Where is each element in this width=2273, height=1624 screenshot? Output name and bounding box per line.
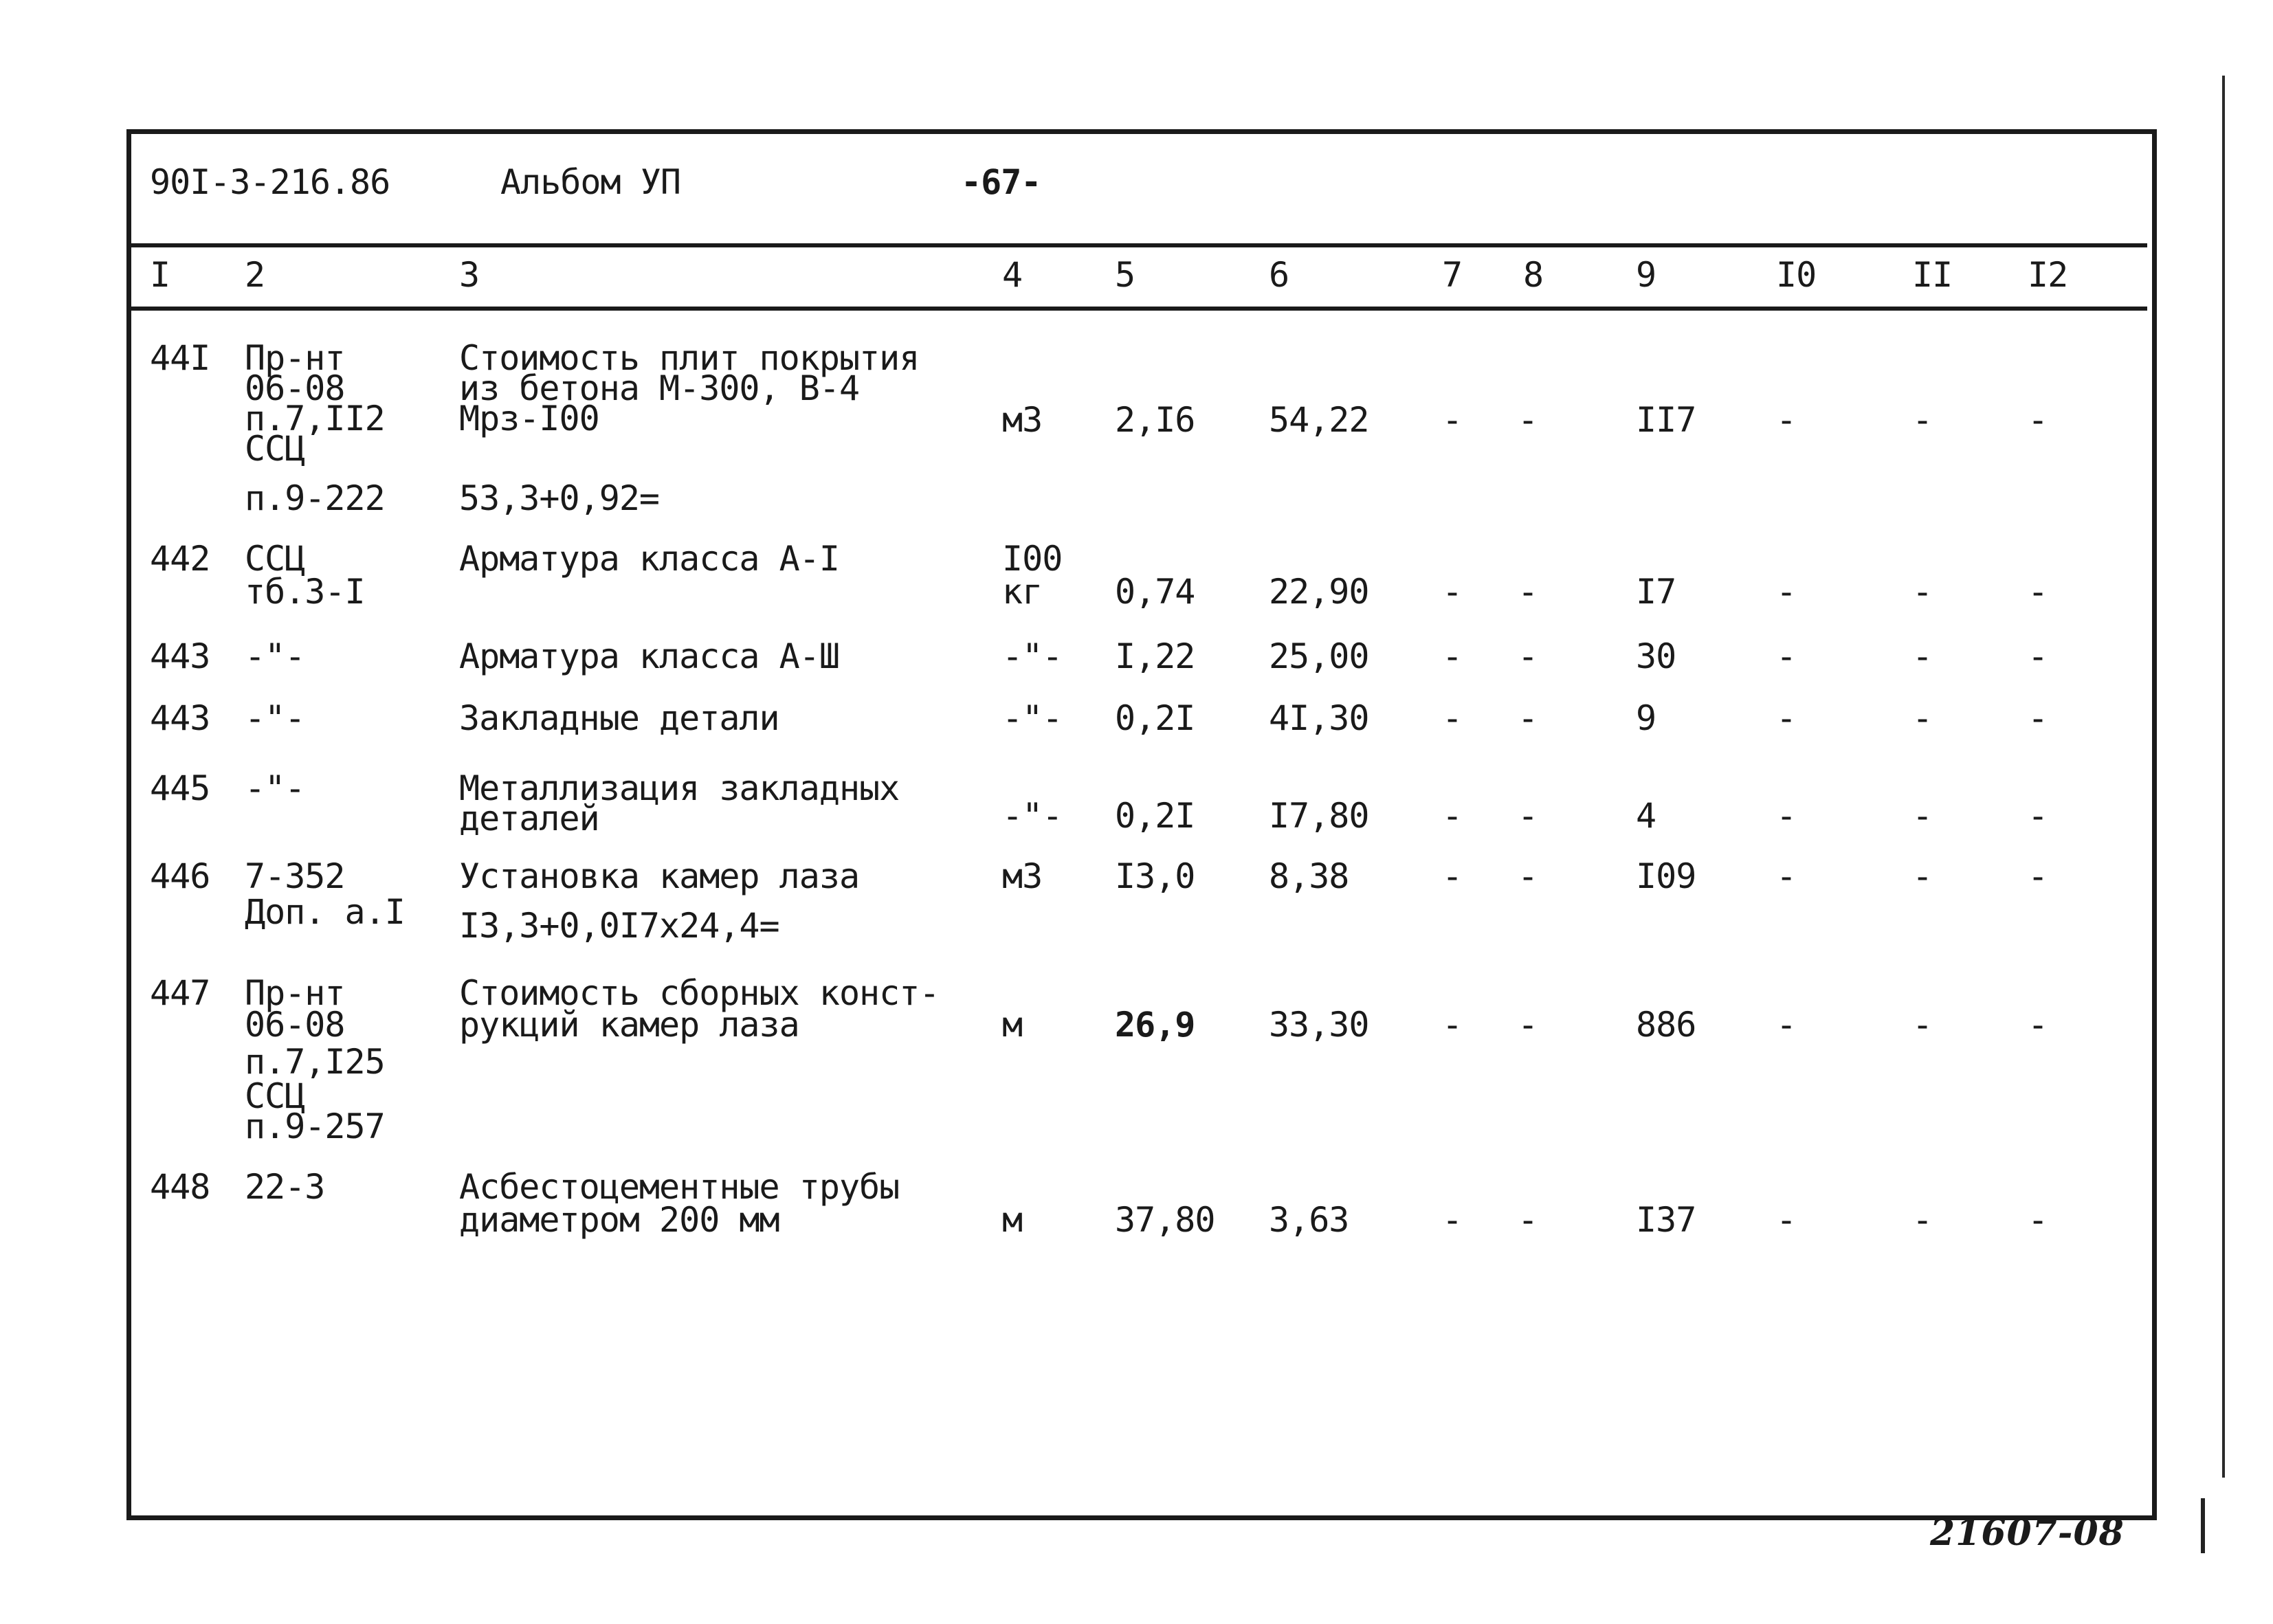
col-header-3: 3	[459, 255, 480, 295]
row-unit: -"-	[1002, 636, 1063, 676]
row-ref-line: ССЦ	[245, 429, 305, 469]
row-desc-line: из бетона М-300, В-4	[459, 368, 860, 408]
col-header-11: II	[1912, 255, 1953, 295]
row-col7: -	[1442, 698, 1463, 738]
row-col12: -	[2028, 400, 2048, 440]
page-number: -67-	[961, 162, 1041, 202]
row-unit: -"-	[1002, 796, 1063, 836]
col-header-1: I	[150, 255, 170, 295]
row-number: 443	[150, 698, 210, 738]
row-desc-line: Стоимость плит покрытия	[459, 338, 920, 378]
row-ref-line: -"-	[245, 768, 305, 808]
row-col10: -	[1776, 1005, 1797, 1045]
row-qty: 0,74	[1115, 572, 1195, 612]
row-desc-line: Установка камер лаза	[459, 856, 860, 896]
row-col8: -	[1518, 1005, 1538, 1045]
row-ref-line: п.7,I25	[245, 1042, 385, 1082]
row-qty: I3,0	[1115, 856, 1195, 896]
row-col10: -	[1776, 1200, 1797, 1240]
row-ref-line: ССЦ	[245, 539, 305, 579]
album-label: Альбом УП	[500, 162, 680, 202]
row-col11: -	[1912, 400, 1933, 440]
row-unit: м3	[1002, 400, 1043, 440]
row-col11: -	[1912, 1005, 1933, 1045]
row-col8: -	[1518, 856, 1538, 896]
row-ref-line: ССЦ	[245, 1076, 305, 1116]
row-desc-line: Мрз-I00	[459, 399, 599, 438]
row-col7: -	[1442, 796, 1463, 836]
doc-code: 90I-3-216.86	[150, 162, 390, 202]
row-col8: -	[1518, 636, 1538, 676]
row-desc-line: Арматура класса А-Ш	[459, 636, 839, 676]
header-rule-bottom	[126, 307, 2147, 311]
row-number: 44I	[150, 338, 210, 378]
col-header-10: I0	[1776, 255, 1817, 295]
col-header-8: 8	[1523, 255, 1544, 295]
row-col12: -	[2028, 1200, 2048, 1240]
row-desc-line: рукций камер лаза	[459, 1005, 799, 1045]
row-col8: -	[1518, 796, 1538, 836]
row-number: 445	[150, 768, 210, 808]
row-col7: -	[1442, 1005, 1463, 1045]
row-col11: -	[1912, 698, 1933, 738]
row-ref-line: п.9-222	[245, 478, 385, 518]
row-ref-line: п.7,II2	[245, 399, 385, 438]
row-ref-line: Доп. а.I	[245, 892, 405, 932]
row-number: 446	[150, 856, 210, 896]
row-col11: -	[1912, 1200, 1933, 1240]
row-number: 447	[150, 973, 210, 1013]
row-ref-line: тб.3-I	[245, 572, 365, 612]
row-col10: -	[1776, 698, 1797, 738]
row-ref-line: 06-08	[245, 368, 345, 408]
row-ref-line: -"-	[245, 698, 305, 738]
row-desc-line: I3,3+0,0I7x24,4=	[459, 906, 779, 946]
row-ref-line: Пр-нт	[245, 338, 345, 378]
row-col10: -	[1776, 400, 1797, 440]
row-qty: 37,80	[1115, 1200, 1215, 1240]
col-header-5: 5	[1115, 255, 1135, 295]
row-col9: 9	[1636, 698, 1656, 738]
row-unit: -"-	[1002, 698, 1063, 738]
row-col12: -	[2028, 796, 2048, 836]
col-header-7: 7	[1442, 255, 1463, 295]
col-header-2: 2	[245, 255, 265, 295]
row-col11: -	[1912, 572, 1933, 612]
archive-stamp: 21607-08	[1930, 1512, 2125, 1554]
row-col12: -	[2028, 856, 2048, 896]
row-desc-line: Закладные детали	[459, 698, 779, 738]
row-desc-line: Асбестоцементные трубы	[459, 1167, 900, 1207]
row-col9: 886	[1636, 1005, 1696, 1045]
row-desc-line: диаметром 200 мм	[459, 1200, 779, 1240]
row-col8: -	[1518, 400, 1538, 440]
col-header-4: 4	[1002, 255, 1023, 295]
row-qty: 0,2I	[1115, 698, 1195, 738]
row-col10: -	[1776, 572, 1797, 612]
row-unit: м3	[1002, 856, 1043, 896]
row-col12: -	[2028, 698, 2048, 738]
row-price: 33,30	[1269, 1005, 1369, 1045]
row-col9: 4	[1636, 796, 1656, 836]
row-col7: -	[1442, 636, 1463, 676]
row-qty: 0,2I	[1115, 796, 1195, 836]
header-rule-top	[126, 243, 2147, 247]
row-number: 443	[150, 636, 210, 676]
row-col10: -	[1776, 856, 1797, 896]
row-col10: -	[1776, 636, 1797, 676]
row-col12: -	[2028, 636, 2048, 676]
row-col8: -	[1518, 1200, 1538, 1240]
row-col11: -	[1912, 796, 1933, 836]
row-col9: 30	[1636, 636, 1676, 676]
page-edge-mark	[2201, 1498, 2205, 1553]
row-ref-line: 22-3	[245, 1167, 325, 1207]
row-col7: -	[1442, 856, 1463, 896]
row-desc-line: деталей	[459, 799, 599, 838]
row-number: 442	[150, 539, 210, 579]
row-unit: кг	[1002, 572, 1043, 612]
row-price: 3,63	[1269, 1200, 1349, 1240]
row-ref-line: п.9-257	[245, 1106, 385, 1146]
row-col9: I7	[1636, 572, 1676, 612]
row-qty: I,22	[1115, 636, 1195, 676]
row-col9: II7	[1636, 400, 1696, 440]
row-desc-line: 53,3+0,92=	[459, 478, 660, 518]
row-desc-line: Стоимость сборных конст-	[459, 973, 940, 1013]
row-ref-line: Пр-нт	[245, 973, 345, 1013]
row-price: 54,22	[1269, 400, 1369, 440]
row-unit: I00	[1002, 539, 1063, 579]
row-price: I7,80	[1269, 796, 1369, 836]
row-price: 8,38	[1269, 856, 1349, 896]
row-col7: -	[1442, 400, 1463, 440]
row-desc-line: Металлизация закладных	[459, 768, 900, 808]
row-col7: -	[1442, 572, 1463, 612]
row-col12: -	[2028, 1005, 2048, 1045]
row-qty: 2,I6	[1115, 400, 1195, 440]
row-qty: 26,9	[1115, 1005, 1195, 1045]
row-col7: -	[1442, 1200, 1463, 1240]
col-header-9: 9	[1636, 255, 1656, 295]
row-price: 22,90	[1269, 572, 1369, 612]
row-col9: I37	[1636, 1200, 1696, 1240]
col-header-6: 6	[1269, 255, 1289, 295]
row-col11: -	[1912, 856, 1933, 896]
row-col12: -	[2028, 572, 2048, 612]
row-ref-line: -"-	[245, 636, 305, 676]
page-edge-line	[2222, 76, 2225, 1478]
row-col8: -	[1518, 698, 1538, 738]
row-col11: -	[1912, 636, 1933, 676]
row-desc-line: Арматура класса А-I	[459, 539, 839, 579]
row-col8: -	[1518, 572, 1538, 612]
row-price: 25,00	[1269, 636, 1369, 676]
row-number: 448	[150, 1167, 210, 1207]
row-col9: I09	[1636, 856, 1696, 896]
row-unit: м	[1002, 1005, 1023, 1045]
row-ref-line: 7-352	[245, 856, 345, 896]
col-header-12: I2	[2028, 255, 2068, 295]
row-price: 4I,30	[1269, 698, 1369, 738]
row-ref-line: 06-08	[245, 1005, 345, 1045]
row-unit: м	[1002, 1200, 1023, 1240]
row-col10: -	[1776, 796, 1797, 836]
